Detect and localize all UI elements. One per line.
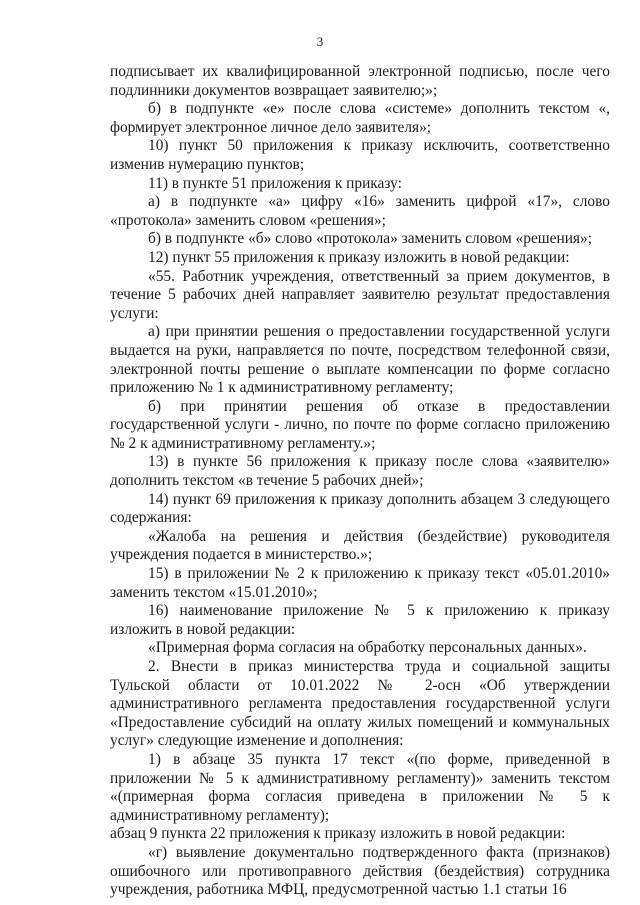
paragraph: 2. Внести в приказ министерства труда и социальной защиты Тульской области от 10.01.2022 № 2-осн «Об утверждении административного регламента предоставления государственной услуги «Предоставление субсидий на оплату жилых помещений и коммунальных услуг» следующие изменение и дополнения: — [110, 658, 610, 750]
paragraph: а) при принятии решения о предоставлении государственной услуги выдается на руки, направляется по почте, посредством телефонной связи, электронной почты решение о выплате компенсации по форме согласно приложению № 1 к административному регламенту; — [110, 323, 610, 397]
paragraph: 13) в пункте 56 приложения к приказу после слова «заявителю» дополнить текстом «в течение 5 рабочих дней»; — [110, 453, 610, 490]
paragraph: 1) в абзаце 35 пункта 17 текст «(по форме, приведенной в приложении № 5 к административному регламенту)» заменить текстом «(примерная форма согласия приведена в приложении № 5 к административному регламенту); — [110, 750, 610, 824]
paragraph: «Жалоба на решения и действия (бездействие) руководителя учреждения подается в министерство.»; — [110, 527, 610, 564]
paragraph: 16) наименование приложение № 5 к приложению к приказу изложить в новой редакции: — [110, 602, 610, 638]
paragraph: 14) пункт 69 приложения к приказу дополнить абзацем 3 следующего содержания: — [110, 490, 610, 527]
paragraph: 12) пункт 55 приложения к приказу изложить в новой редакции: — [148, 248, 570, 266]
paragraph: б) в подпункте «е» после слова «системе» дополнить текстом «, формирует электронное личное дело заявителя»; — [110, 100, 610, 136]
paragraph: б) при принятии решения об отказе в предоставлении государственной услуги - лично, по почте по форме согласно приложению № 2 к административному регламенту.»; — [110, 397, 610, 452]
paragraph: «Примерная форма согласия на обработку персональных данных». — [148, 639, 587, 657]
paragraph: подписывает их квалифицированной электронной подписью, после чего подлинники документов возвращает заявителю;»; — [110, 63, 610, 99]
paragraph: «г) выявление документально подтвержденного факта (признаков) ошибочного или противоправного действия (бездействия) сотрудника учреждения, работника МФЦ, предусмотренной частью 1.1 статьи 16 — [110, 843, 610, 899]
paragraph: абзац 9 пункта 22 приложения к приказу изложить в новой редакции: — [110, 825, 566, 843]
paragraph: а) в подпункте «а» цифру «16» заменить цифрой «17», слово «протокола» заменить словом «решения»; — [110, 193, 610, 229]
page-number: 3 — [316, 34, 324, 49]
paragraph: 10) пункт 50 приложения к приказу исключить, соответственно изменив нумерацию пунктов; — [110, 137, 610, 173]
document-body — [110, 63, 610, 900]
paragraph: б) в подпункте «б» слово «протокола» заменить словом «решения»; — [148, 230, 592, 248]
paragraph: «55. Работник учреждения, ответственный за прием документов, в течение 5 рабочих дней направляет заявителю результат предоставления услуги: — [110, 267, 610, 322]
paragraph: 15) в приложении № 2 к приложению к приказу текст «05.01.2010» заменить текстом «15.01.2010»; — [110, 565, 610, 601]
paragraph: 11) в пункте 51 приложения к приказу: — [148, 174, 402, 192]
